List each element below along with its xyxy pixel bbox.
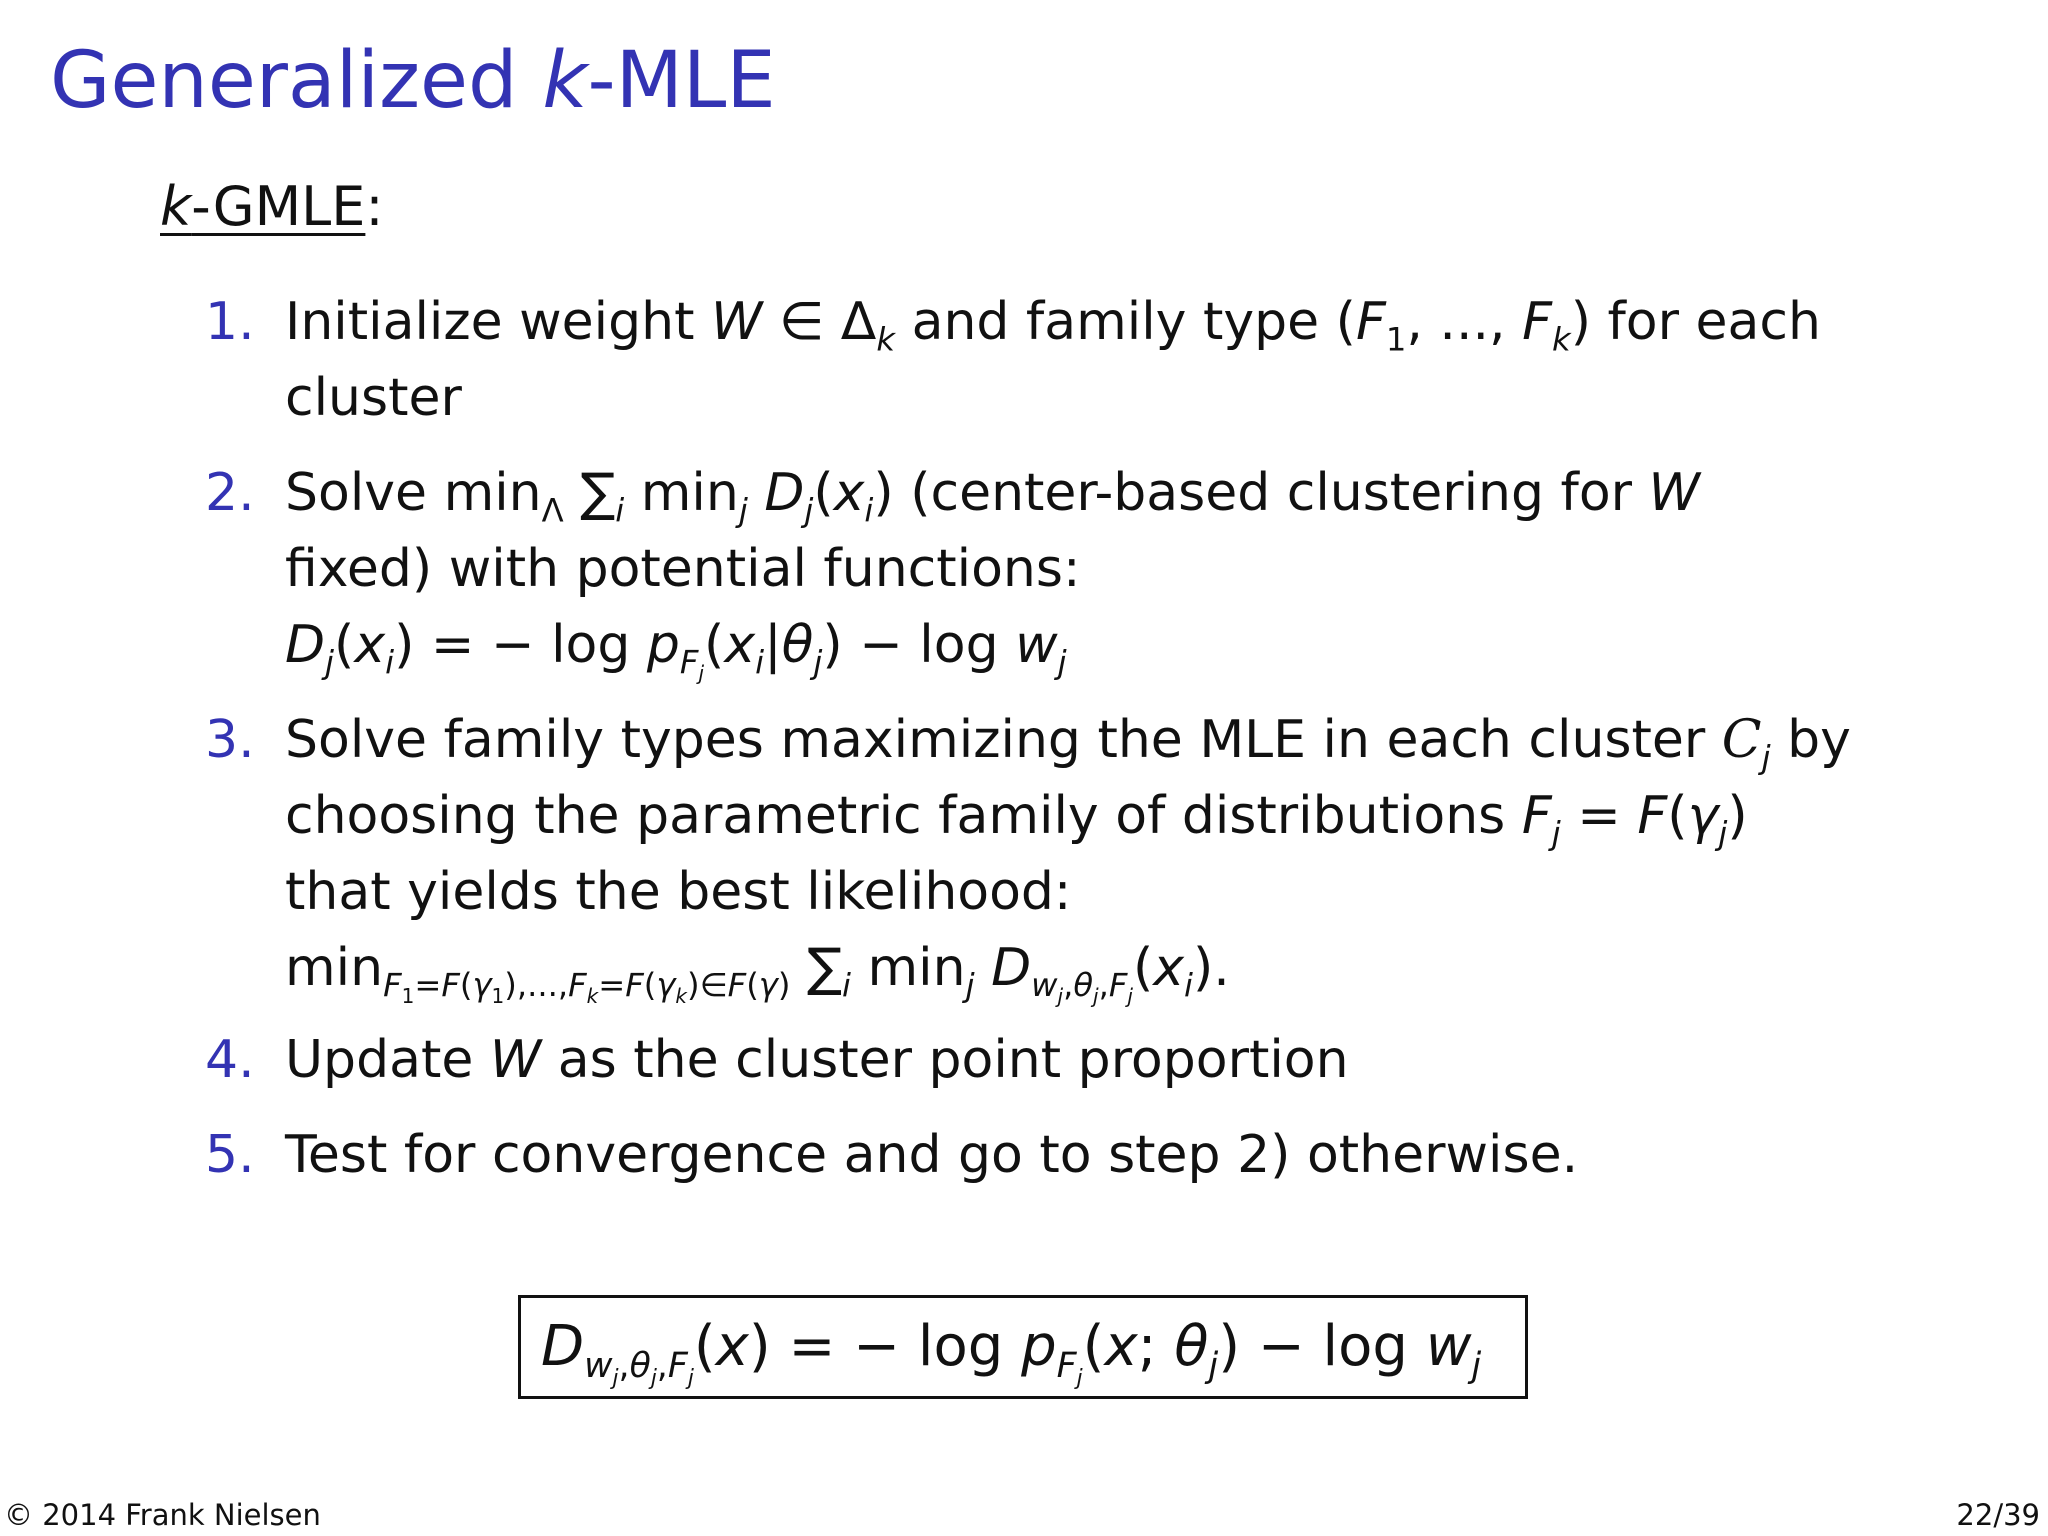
step-number: 3.: [205, 710, 255, 770]
title-prefix: Generalized: [50, 36, 543, 126]
step-line: $\min_{F_1=F(\gamma_1),...,F_k=F(\gamma_k)\in F(\gamma)} \sum_i$ $\min_j D_{w_j,\theta_j,F_j}(x_i)$.: [285, 938, 1230, 1009]
step-line: choosing the parametric family of distributions $F_j = F(\gamma_j)$: [285, 786, 1748, 853]
boxed-formula: $D_{w_j,\theta_j,F_j}(x)$ = − $\log p_{F_j}(x$; $\theta_j) - \log w_j$: [518, 1295, 1528, 1399]
subtitle-text: -GMLE: [191, 175, 366, 238]
title-suffix: -MLE: [587, 36, 776, 126]
step-number: 2.: [205, 463, 255, 523]
step-body: [285, 455, 1700, 686]
footer-page-number: 22/39: [1956, 1498, 2040, 1532]
step-line: Update W as the cluster point proportion: [285, 1030, 1349, 1090]
title-k: k: [542, 36, 588, 126]
step-line: Test for convergence and go to step 2) otherwise.: [285, 1125, 1579, 1185]
step-line: $D_j(x_i)$ = − $\log p_{F_j}(x_i|\theta_j) - \log w_j$: [285, 615, 1067, 686]
slide-title: [50, 36, 776, 126]
step-body: [285, 1117, 1578, 1193]
step-number: 4.: [205, 1030, 255, 1090]
step-body: [285, 1022, 1349, 1098]
step-line: fixed) with potential functions:: [285, 539, 1081, 599]
step-line: Solve $\min_\Lambda \sum_i$ $\min_j D_j(x_i)$ (center-based clustering for W: [285, 463, 1700, 530]
step-number: 5.: [205, 1125, 255, 1185]
step-line: Initialize weight W ∈ $\Delta_k$ and family type ($F_1$, ..., $F_k$) for each: [285, 292, 1821, 359]
step-line: Solve family types maximizing the MLE in each cluster $C_j$ by: [285, 710, 1851, 777]
step-line: cluster: [285, 368, 462, 428]
step-line: that yields the best likelihood:: [285, 862, 1072, 922]
slide-subtitle: [160, 175, 384, 238]
subtitle-colon: :: [365, 175, 384, 238]
step-body: [285, 702, 1851, 1009]
step-body: [285, 284, 1821, 436]
subtitle-k: k: [160, 175, 192, 238]
step-number: 1.: [205, 292, 255, 352]
subtitle-underlined: [160, 175, 365, 238]
footer-copyright: © 2014 Frank Nielsen: [4, 1498, 321, 1532]
